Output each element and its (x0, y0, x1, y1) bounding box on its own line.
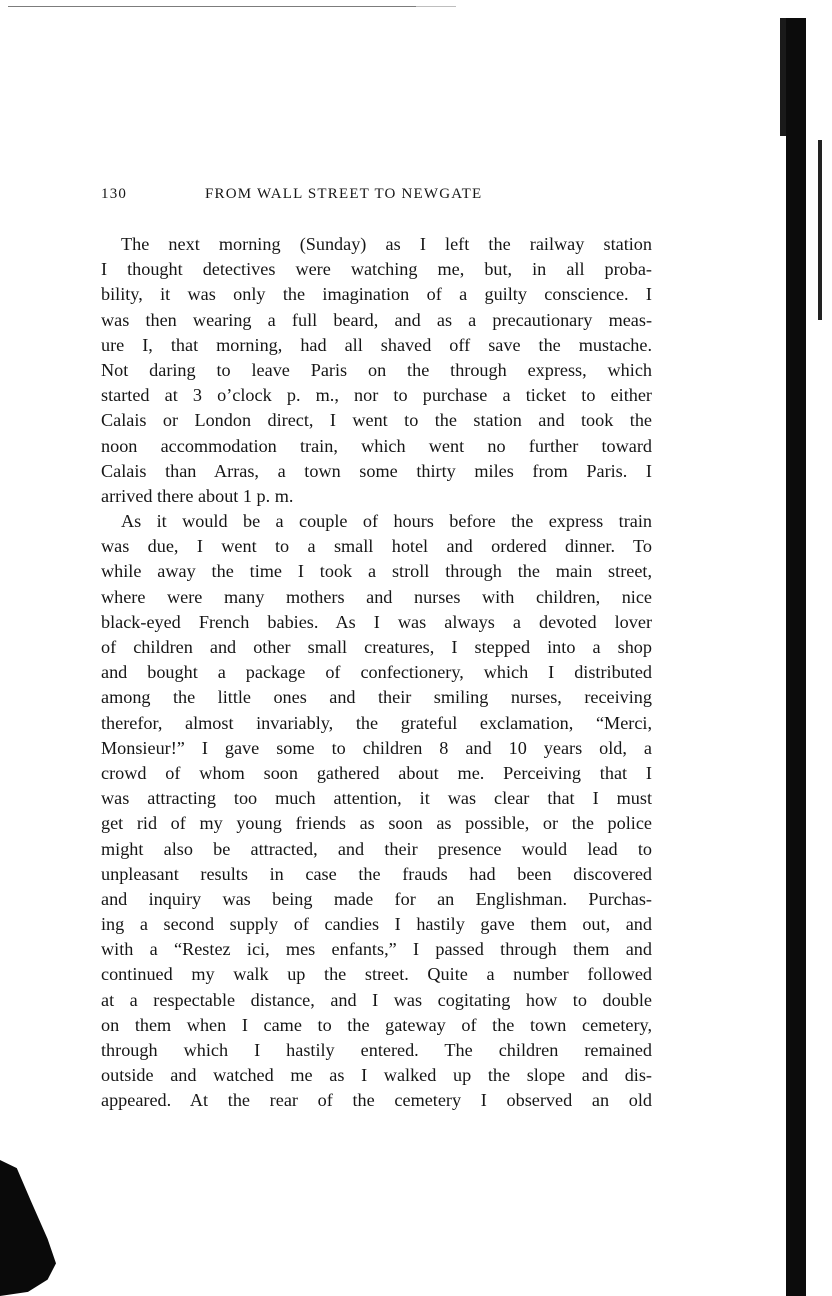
text-line: arrived there about 1 p. m. (101, 485, 294, 506)
text-line: where were many mothers and nurses with children, nice (101, 586, 652, 607)
text-line: through which I hastily entered. The children remained (101, 1040, 652, 1060)
text-line: started at 3 o’clock p. m., nor to purchase a ticket to either (101, 385, 652, 406)
text-line: and inquiry was being made for an Englishman. Purchas- (101, 888, 652, 909)
text-line: As it would be a couple of hours before the express train (121, 511, 652, 532)
page-number: 130 (101, 186, 128, 202)
text-line: appeared. At the rear of the cemetery I observed an old (101, 1090, 652, 1111)
scan-corner-shadow (0, 1160, 56, 1296)
text-line: therefor, almost invariably, the grateful exclamation, “Merci, (101, 712, 652, 733)
text-line: black-eyed French babies. As I was always a devoted lover (101, 611, 652, 632)
text-line: Not daring to leave Paris on the through express, which (101, 359, 652, 380)
text-line: ure I, that morning, had all shaved off save the mustache. (101, 334, 652, 355)
text-line: outside and watched me as I walked up the slope and dis- (101, 1065, 652, 1086)
running-head (101, 186, 661, 212)
text-line: at a respectable distance, and I was cogitating how to double (101, 989, 652, 1010)
text-line: The next morning (Sunday) as I left the railway station (121, 234, 652, 254)
page-edge-mark (818, 140, 822, 320)
text-line: might also be attracted, and their presence would lead to (101, 838, 652, 859)
text-line: I thought detectives were watching me, but, in all proba- (101, 259, 652, 280)
text-line: was attracting too much attention, it was clear that I must (101, 788, 652, 809)
text-line: of children and other small creatures, I stepped into a shop (101, 637, 652, 657)
text-line: unpleasant results in case the frauds had been discovered (101, 863, 652, 884)
text-line: noon accommodation train, which went no further toward (101, 435, 652, 456)
text-line: while away the time I took a stroll through the main street, (101, 561, 652, 582)
top-scan-rule-faint (416, 6, 456, 7)
text-line: among the little ones and their smiling nurses, receiving (101, 687, 652, 708)
text-line: was due, I went to a small hotel and ordered dinner. To (101, 536, 652, 557)
text-line: Calais than Arras, a town some thirty miles from Paris. I (101, 460, 652, 481)
text-line: with a “Restez ici, mes enfants,” I passed through them and (101, 939, 652, 960)
text-line: bility, it was only the imagination of a guilty conscience. I (101, 284, 652, 305)
body-text (101, 232, 652, 1114)
text-line: ing a second supply of candies I hastily gave them out, and (101, 914, 652, 935)
text-line: Calais or London direct, I went to the station and took the (101, 410, 652, 431)
text-line: continued my walk up the street. Quite a number followed (101, 964, 652, 985)
running-head-title: FROM WALL STREET TO NEWGATE (205, 186, 483, 202)
text-line: get rid of my young friends as soon as possible, or the police (101, 813, 652, 834)
text-line: crowd of whom soon gathered about me. Perceiving that I (101, 762, 652, 783)
text-line: on them when I came to the gateway of the town cemetery, (101, 1014, 652, 1035)
text-line: and bought a package of confectionery, which I distributed (101, 662, 652, 683)
text-line: Monsieur!” I gave some to children 8 and 10 years old, a (101, 737, 652, 758)
top-scan-rule (8, 6, 416, 7)
text-line: was then wearing a full beard, and as a precautionary meas- (101, 309, 652, 330)
binding-edge-shadow (786, 18, 806, 1296)
